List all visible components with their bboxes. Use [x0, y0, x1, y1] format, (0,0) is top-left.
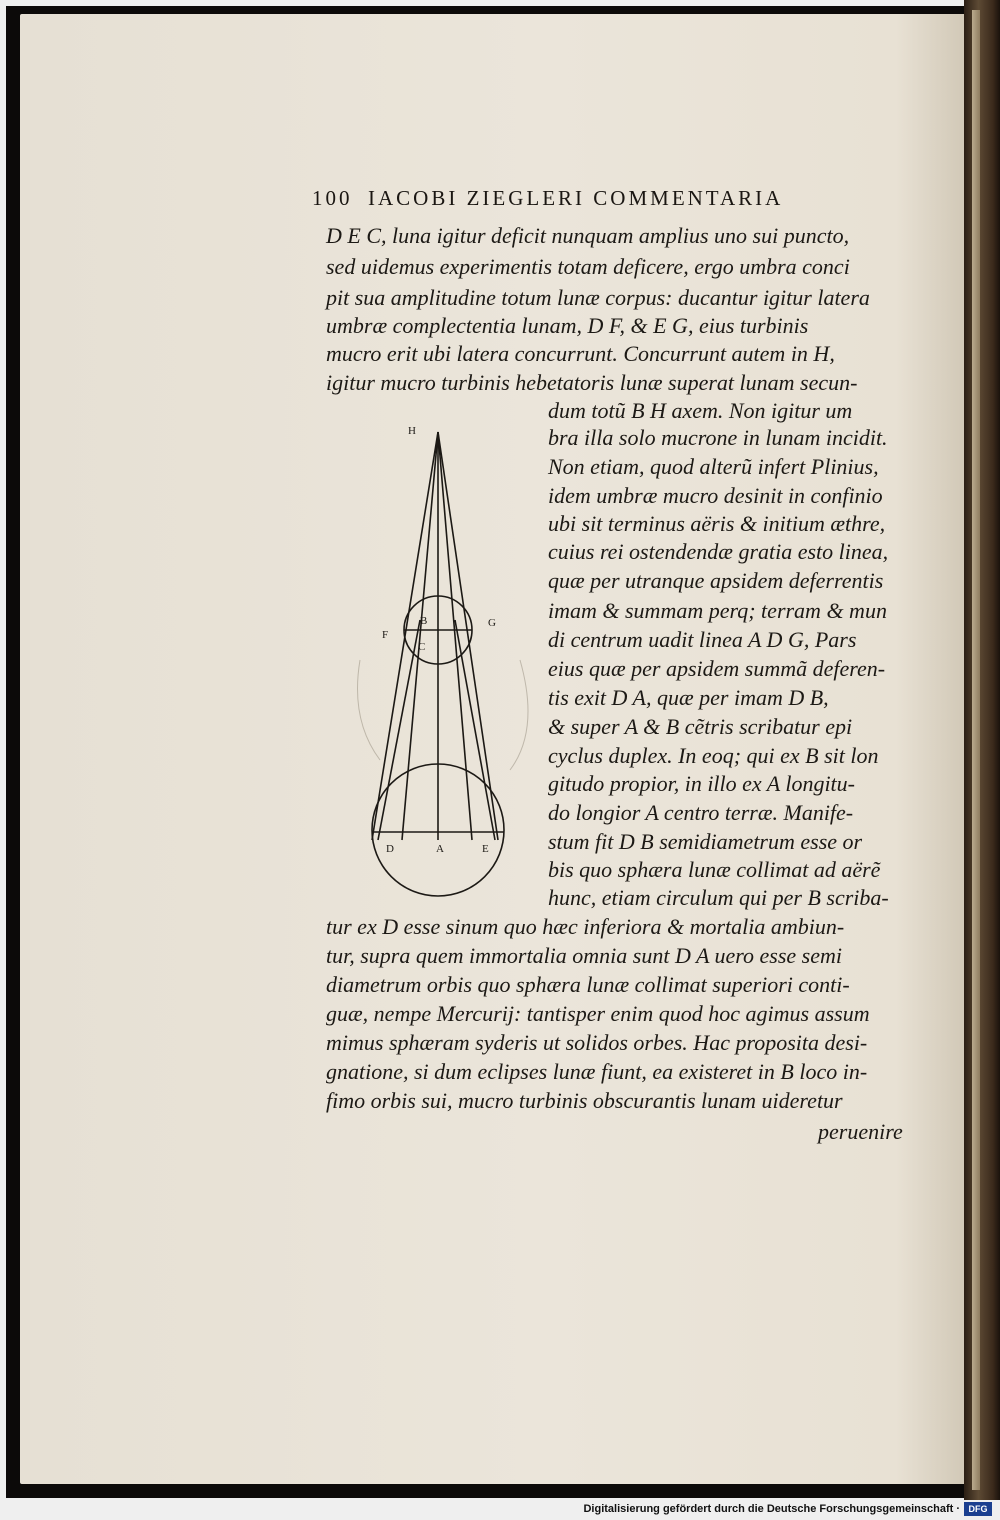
text-line: di centrum uadit linea A D G, Pars	[548, 627, 857, 652]
label-g: G	[488, 617, 496, 629]
text-line: diametrum orbis quo sphæra lunæ collimat superiori conti-	[326, 972, 850, 997]
text-line: sed uidemus experimentis totam deficere, ergo umbra conci	[326, 254, 850, 279]
text-line: umbræ complectentia lunam, D F, & E G, eius turbinis	[326, 313, 809, 338]
running-title: IACOBI ZIEGLERI COMMENTARIA	[368, 186, 784, 210]
text-line: tur ex D esse sinum quo hæc inferiora & mortalia ambiun-	[326, 914, 845, 939]
footer-bar	[0, 1500, 1000, 1520]
text-line: ubi sit terminus aëris & initium æthre,	[548, 511, 886, 536]
label-e: E	[482, 843, 489, 855]
page-edge	[972, 10, 980, 1490]
running-head	[312, 186, 892, 214]
text-line: Non etiam, quod alterũ infert Plinius,	[548, 454, 879, 479]
text-line: bra illa solo mucrone in lunam incidit.	[548, 425, 888, 450]
text-line: mucro erit ubi latera concurrunt. Concurrunt autem in H,	[326, 341, 835, 366]
text-line: guæ, nempe Mercurij: tantisper enim quod hoc agimus assum	[326, 1001, 870, 1026]
text-line: tis exit D A, quæ per imam D B,	[548, 685, 829, 710]
inner-left-line	[402, 432, 438, 840]
inner-right-line	[438, 432, 472, 840]
text-line: pit sua amplitudine totum lunæ corpus: ducantur igitur latera	[326, 285, 870, 310]
label-c: C	[418, 641, 426, 653]
tangent-right-line	[455, 620, 495, 840]
text-line: imam & summam perq; terram & mun	[548, 598, 887, 623]
text-line: gitudo propior, in illo ex A longitu-	[548, 771, 855, 796]
text-line: mimus sphæram syderis ut solidos orbes. Hac proposita desi-	[326, 1030, 868, 1055]
label-a: A	[436, 843, 444, 855]
label-d: D	[386, 843, 394, 855]
text-line: quæ per utranque apsidem deferrentis	[548, 568, 884, 593]
label-f: F	[382, 629, 389, 641]
text-line: dum totũ B H axem. Non igitur um	[548, 398, 853, 423]
text-line: bis quo sphæra lunæ collimat ad aërẽ	[548, 857, 881, 882]
dfg-logo: DFG	[964, 1502, 992, 1516]
text-line: & super A & B cẽtris scribatur epi	[548, 714, 853, 739]
page-number: 100	[312, 186, 353, 210]
text-line: cuius rei ostendendæ gratia esto linea,	[548, 539, 889, 564]
text-line: fimo orbis sui, mucro turbinis obscurantis lunam uideretur	[326, 1088, 843, 1113]
text-line: D E C, luna igitur deficit nunquam amplius uno sui puncto,	[326, 223, 850, 248]
eclipse-diagram	[350, 420, 550, 910]
text-line: gnatione, si dum eclipses lunæ fiunt, ea existeret in B loco in-	[326, 1059, 868, 1084]
text-line: hunc, etiam circulum qui per B scriba-	[548, 885, 889, 910]
show-through-arc	[358, 660, 381, 760]
catchword: peruenire	[818, 1119, 903, 1144]
text-line: eius quæ per apsidem summã deferen-	[548, 656, 886, 681]
cone-right-line	[438, 432, 498, 840]
text-line: tur, supra quem immortalia omnia sunt D A uero esse semi	[326, 943, 842, 968]
show-through-arc	[510, 660, 528, 770]
text-line: igitur mucro turbinis hebetatoris lunæ superat lunam secun-	[326, 370, 858, 395]
text-line: cyclus duplex. In eoq; qui ex B sit lon	[548, 743, 879, 768]
text-line: stum fit D B semidiametrum esse or	[548, 829, 863, 854]
label-b: B	[420, 615, 428, 627]
label-h: H	[408, 425, 416, 437]
funding-notice: Digitalisierung gefördert durch die Deutsche Forschungsgemeinschaft ·	[583, 1503, 960, 1515]
text-line: do longior A centro terræ. Manife-	[548, 800, 854, 825]
book-spine	[964, 0, 1000, 1500]
text-line: idem umbræ mucro desinit in confinio	[548, 483, 883, 508]
